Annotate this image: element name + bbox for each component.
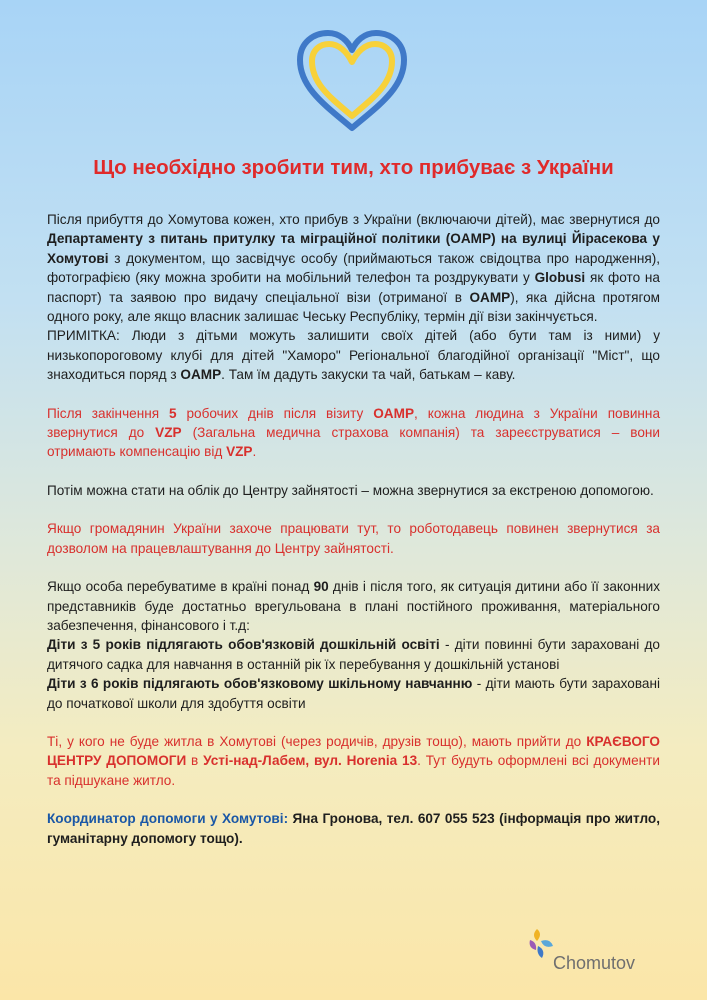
paragraph-note xyxy=(47,326,660,384)
text: в xyxy=(186,753,204,769)
text: (Загальна медична страхова компанія) та зареєструватися – вони отримають компенсацію від xyxy=(47,425,660,460)
paragraph-vzp xyxy=(47,404,660,462)
oamp-abbr: OAMP xyxy=(469,289,511,305)
paragraph-employment-center: Потім можна стати на облік до Центру зайнятості – можна звернутися за екстреною допомогою. xyxy=(47,482,654,498)
text: - діти мають бути зараховані до початкової школи для здобуття освіти xyxy=(47,676,661,711)
text: . Тут будуть оформлені всі документи та підшукане житло. xyxy=(47,753,660,788)
vzp-abbr: VZP xyxy=(155,425,182,441)
text: робочих днів після візиту xyxy=(176,405,374,421)
paragraph-arrival xyxy=(47,210,660,326)
paragraph-long-stay xyxy=(47,577,660,635)
text: - діти повинні бути зараховані до дитячого садка для навчання в останній рік їх перебування у дошкільній установі xyxy=(47,637,660,672)
page-title: Що необхідно зробити тим, хто прибуває з України xyxy=(93,156,614,179)
text: Після прибуття до Хомутова кожен, хто прибув з України (включаючи дітей), має звернутися до xyxy=(47,212,660,227)
text: , кожна людина з України повинна звернутися до xyxy=(47,405,661,441)
paragraph-school xyxy=(47,674,660,713)
regional-center-address: Усті-над-Лабем, вул. Horenia 13 xyxy=(203,753,418,769)
paragraph-housing xyxy=(47,732,660,790)
coordinator-contact: Яна Гронова, тел. 607 055 523 (інформація про житло, гуманітарну допомогу тощо). xyxy=(47,811,661,846)
globus-name: Globusi xyxy=(534,270,586,286)
text: ), яка дійсна протягом одного року, але якщо власник залишає Чеську Республіку, термін дії візи закінчується. xyxy=(47,289,661,325)
regional-center-name: КРАЄВОГО ЦЕНТРУ ДОПОМОГИ xyxy=(47,733,660,769)
oamp-abbr: OAMP xyxy=(180,367,222,383)
coordinator-label: Координатор допомоги у Хомутові: xyxy=(47,811,289,827)
text: днів і після того, як ситуація дитини або її законних представників буде достатньо врегульована в плані постійного проживання, матеріального забезпечення, фінансового і т.д: xyxy=(47,579,660,633)
paragraph-coordinator xyxy=(47,809,660,848)
school-heading: Діти з 6 років підлягають обов'язковому шкільному навчанню xyxy=(47,676,473,692)
vzp-abbr: VZP xyxy=(226,444,253,460)
text: . Там їм дадуть закуски та чай, батькам – каву. xyxy=(221,367,516,383)
paragraph-work-permit: Якщо громадянин України захоче працювати тут, то роботодавець повинен звернутися за дозволом на працевлаштування до Центру зайнятості. xyxy=(47,521,660,556)
days-count: 90 xyxy=(313,579,329,595)
oamp-abbr: OAMP xyxy=(373,405,415,421)
paragraph-preschool xyxy=(47,635,660,674)
text: як фото на паспорт) та заявою про видачу спеціальної візи (отриманої в xyxy=(47,270,660,305)
text: . xyxy=(252,444,257,460)
oamp-office-name: Департаменту з питань притулку та міграційної політики (OAMP) на вулиці Йірасекова у Хомутові xyxy=(47,231,660,266)
text: Після закінчення xyxy=(47,405,170,421)
days-count: 5 xyxy=(169,405,177,421)
text: Ті, у кого не буде житла в Хомутові (через родичів, друзів тощо), мають прийти до xyxy=(47,733,587,749)
text: ПРИМІТКА: Люди з дітьми можуть залишити своїх дітей (або бути там із ними) у низькопороговому клубі для дітей "Хаморо" Регіональної благодійної організації "Міст", що знаходиться поряд з xyxy=(47,328,660,383)
preschool-heading: Діти з 5 років підлягають обов'язковій дошкільній освіті xyxy=(47,637,440,653)
heart-icon xyxy=(296,30,408,132)
text: з документом, що засвідчує особу (приймаються також свідоцтва про народження), фотографією (яку можна зробити на мобільний телефон та роздрукувати у xyxy=(47,250,660,286)
main-content xyxy=(47,210,660,848)
text: Якщо особа перебуватиме в країні понад xyxy=(47,579,314,595)
chomutov-logo-text: Chomutov xyxy=(553,953,636,973)
